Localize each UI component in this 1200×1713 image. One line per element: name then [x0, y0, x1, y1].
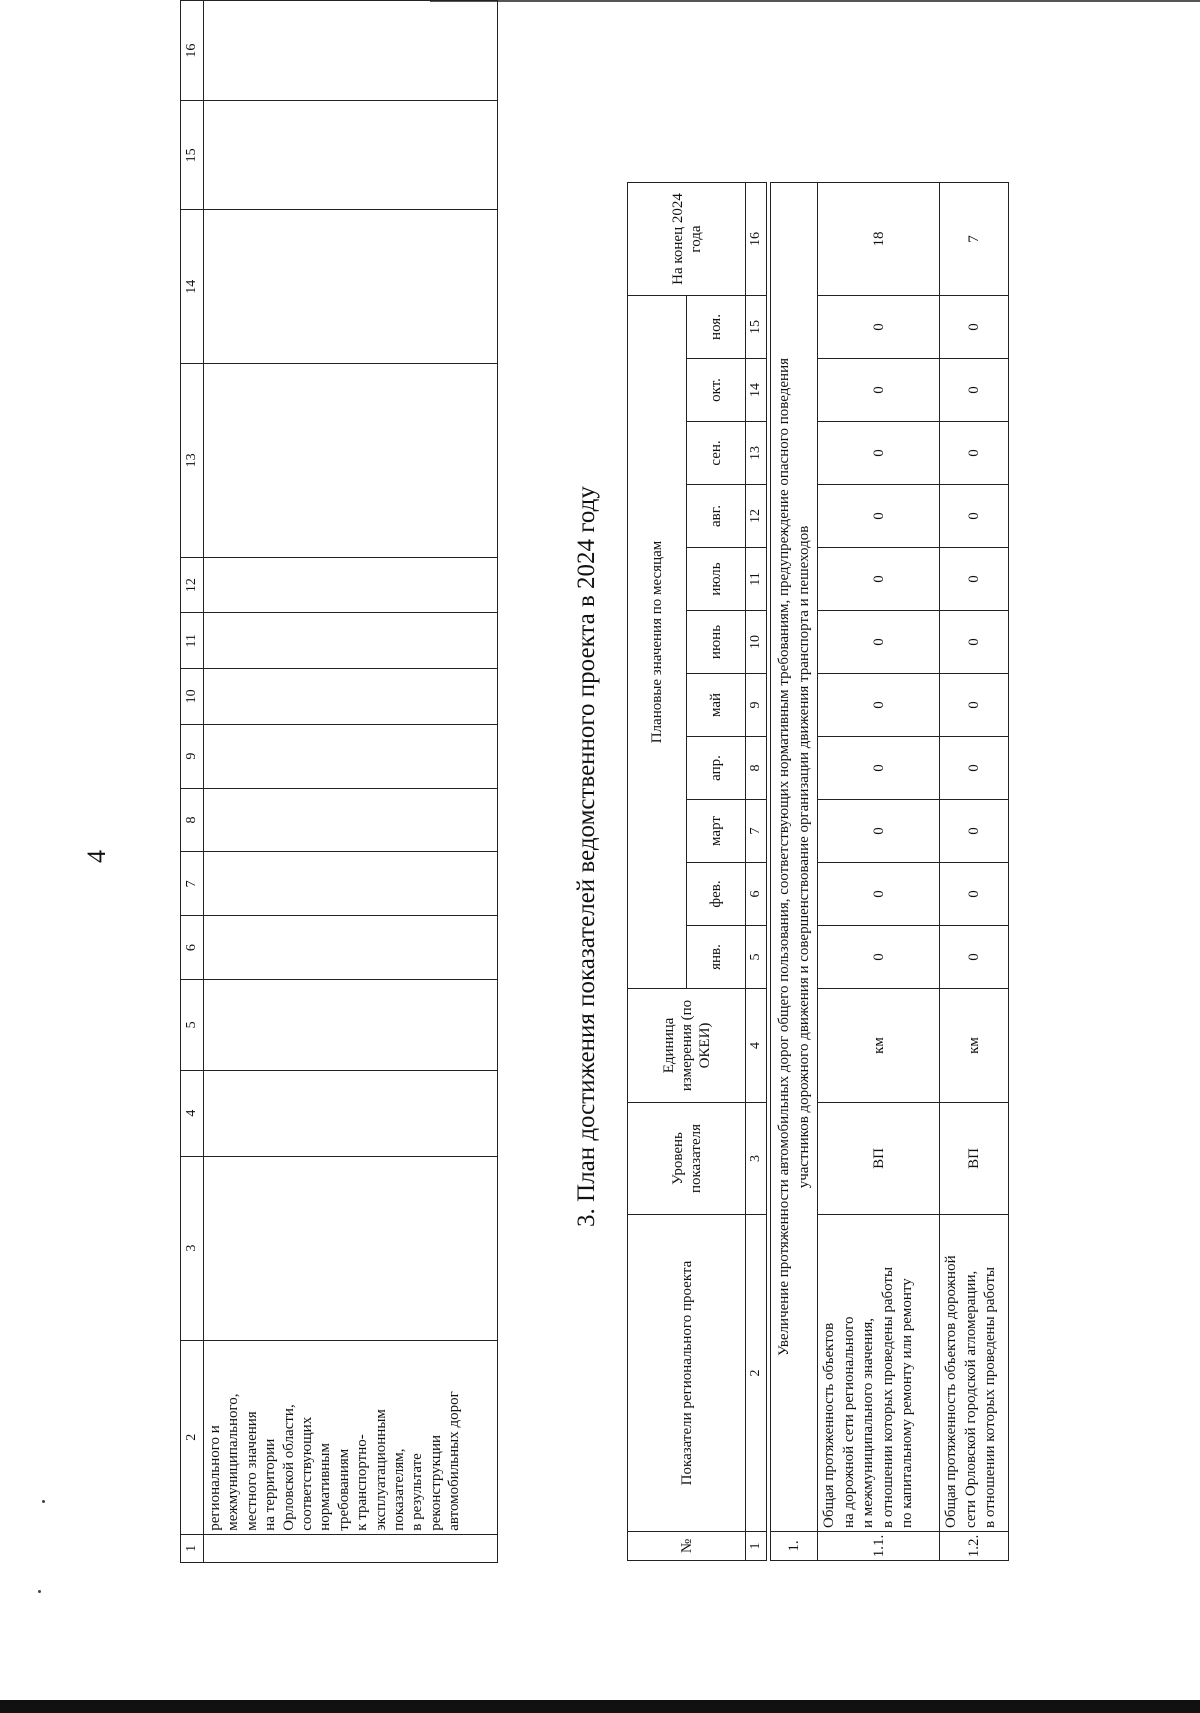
header-end-of-year: На конец 2024 года [628, 183, 746, 296]
month-value: 0 [940, 674, 1009, 737]
label-line: автомобильных дорог [446, 1391, 463, 1531]
label-line: в результате [409, 1453, 426, 1531]
goal-line-1: Увеличение протяженности автомобильных дорог общего пользования, соответствующих нормативным требованиям, предупреждение опасного поведения [776, 358, 792, 1357]
unit-cell: км [940, 989, 1009, 1103]
table-a-data-row [204, 1, 498, 1563]
col-num: 9 [181, 724, 204, 788]
label-line: на территории [262, 1438, 279, 1531]
col-num: 3 [746, 1103, 767, 1215]
month-value: 0 [940, 926, 1009, 989]
col-num: 12 [181, 557, 204, 613]
col-num: 7 [746, 800, 767, 863]
month-value: 0 [940, 863, 1009, 926]
month-header: сен. [687, 422, 746, 485]
table-cell [204, 364, 498, 558]
col-num: 16 [746, 183, 767, 296]
goal-text [771, 183, 818, 1532]
row-num: 1.2. [940, 1532, 1009, 1561]
col-num: 13 [181, 364, 204, 558]
goal-num: 1. [771, 1532, 818, 1561]
col-num: 1 [746, 1532, 767, 1561]
month-header: май [687, 674, 746, 737]
col-num: 14 [181, 210, 204, 364]
label-line: по капитальному ремонту или ремонту [899, 1278, 915, 1528]
table-cell [204, 724, 498, 788]
col-num: 9 [746, 674, 767, 737]
month-value: 0 [818, 926, 940, 989]
table-cell [204, 1, 498, 101]
table-cell [204, 101, 498, 210]
row-num: 1.1. [818, 1532, 940, 1561]
label-line: нормативным [317, 1443, 334, 1531]
label-line: Общая протяженность объектов [821, 1322, 837, 1528]
month-value: 0 [940, 548, 1009, 611]
col-num: 10 [746, 611, 767, 674]
level-cell: ВП [818, 1103, 940, 1215]
table-a-column-numbers [181, 1, 204, 1563]
month-header: авг. [687, 485, 746, 548]
month-header: окт. [687, 359, 746, 422]
month-value: 0 [818, 737, 940, 800]
label-line: эксплуатационным [372, 1409, 389, 1531]
label-line: местного значения [243, 1411, 260, 1531]
end-of-year-value: 18 [818, 183, 940, 296]
table-cell [204, 1070, 498, 1156]
month-header: фев. [687, 863, 746, 926]
col-num: 2 [181, 1340, 204, 1534]
col-num: 3 [181, 1156, 204, 1340]
header-row [628, 183, 687, 1561]
col-num: 5 [746, 926, 767, 989]
label-line: показателям, [391, 1448, 408, 1531]
label-line: Орловской области, [280, 1404, 297, 1531]
col-num: 4 [181, 1070, 204, 1156]
month-header: янв. [687, 926, 746, 989]
label-line: на дорожной сети регионального [840, 1316, 857, 1528]
indicator-label [940, 1215, 1009, 1532]
label-line: регионального и [207, 1425, 223, 1531]
label-line: реконструкции [427, 1434, 444, 1531]
col-num: 12 [746, 485, 767, 548]
header-monthly-group: Плановые значения по месяцам [628, 296, 687, 989]
indicator-label [818, 1215, 940, 1532]
month-header: июнь [687, 611, 746, 674]
month-value: 0 [818, 863, 940, 926]
month-value: 0 [940, 611, 1009, 674]
month-value: 0 [940, 485, 1009, 548]
table-cell [204, 1534, 498, 1562]
unit-cell: км [818, 989, 940, 1103]
col-num: 15 [181, 101, 204, 210]
col-num: 1 [181, 1534, 204, 1562]
month-value: 0 [940, 737, 1009, 800]
previous-table-continuation [180, 0, 498, 1563]
col-num: 8 [746, 737, 767, 800]
table-cell [204, 557, 498, 613]
col-num: 7 [181, 852, 204, 916]
col-num: 10 [181, 669, 204, 725]
header-indicator: Показатели регионального проекта [628, 1215, 746, 1532]
label-line: и межмуниципального значения, [860, 1317, 876, 1528]
header-level: Уровень показателя [628, 1103, 746, 1215]
col-num: 6 [181, 916, 204, 980]
month-value: 0 [818, 485, 940, 548]
indicator-label [204, 1340, 498, 1534]
end-of-year-value: 7 [940, 183, 1009, 296]
col-num: 14 [746, 359, 767, 422]
label-line: требованиям [335, 1448, 352, 1531]
label-line: сети Орловской городской агломерации, [962, 1270, 979, 1528]
label-line: соответствующих [299, 1416, 316, 1531]
col-num: 11 [181, 613, 204, 669]
section-title: 3. План достижения показателей ведомственного проекта в 2024 году [573, 486, 600, 1227]
table-cell [204, 613, 498, 669]
month-value: 0 [940, 296, 1009, 359]
label-line: в отношении которых проведены работы [982, 1266, 998, 1528]
month-value: 0 [818, 674, 940, 737]
table-cell [204, 669, 498, 725]
col-num: 11 [746, 548, 767, 611]
table-cell [204, 916, 498, 980]
table-row [940, 183, 1009, 1561]
month-value: 0 [940, 359, 1009, 422]
label-line: межмуниципального, [225, 1393, 242, 1531]
header-num: № [628, 1532, 746, 1561]
col-num: 2 [746, 1215, 767, 1532]
month-value: 0 [818, 800, 940, 863]
table-row [818, 183, 940, 1561]
month-header: апр. [687, 737, 746, 800]
month-header: июль [687, 548, 746, 611]
col-num: 16 [181, 1, 204, 101]
col-num: 13 [746, 422, 767, 485]
table-cell [204, 210, 498, 364]
label-line: Общая протяженность объектов дорожной [943, 1255, 959, 1528]
month-value: 0 [818, 296, 940, 359]
table-cell [204, 788, 498, 852]
col-num: 5 [181, 980, 204, 1071]
month-value: 0 [818, 359, 940, 422]
col-num: 8 [181, 788, 204, 852]
month-value: 0 [940, 422, 1009, 485]
month-value: 0 [818, 548, 940, 611]
month-value: 0 [818, 422, 940, 485]
table-cell [204, 1156, 498, 1340]
col-num: 15 [746, 296, 767, 359]
table-cell [204, 980, 498, 1071]
goal-line-2: участников дорожного движения и совершенствование организации движения транспорта и пешеходов [796, 525, 812, 1189]
month-value: 0 [818, 611, 940, 674]
month-value: 0 [940, 800, 1009, 863]
page-number: 4 [82, 850, 111, 863]
month-header: ноя. [687, 296, 746, 359]
col-num: 4 [746, 989, 767, 1103]
month-header: март [687, 800, 746, 863]
table-cell [204, 852, 498, 916]
level-cell: ВП [940, 1103, 1009, 1215]
goal-row [771, 183, 818, 1561]
label-line: в отношении которых проведены работы [879, 1266, 896, 1528]
col-num: 6 [746, 863, 767, 926]
header-unit: Единица измерения (по ОКЕИ) [628, 989, 746, 1103]
plan-table [627, 182, 1009, 1561]
label-line: к транспортно- [354, 1434, 371, 1531]
column-numbers-row [746, 183, 767, 1561]
